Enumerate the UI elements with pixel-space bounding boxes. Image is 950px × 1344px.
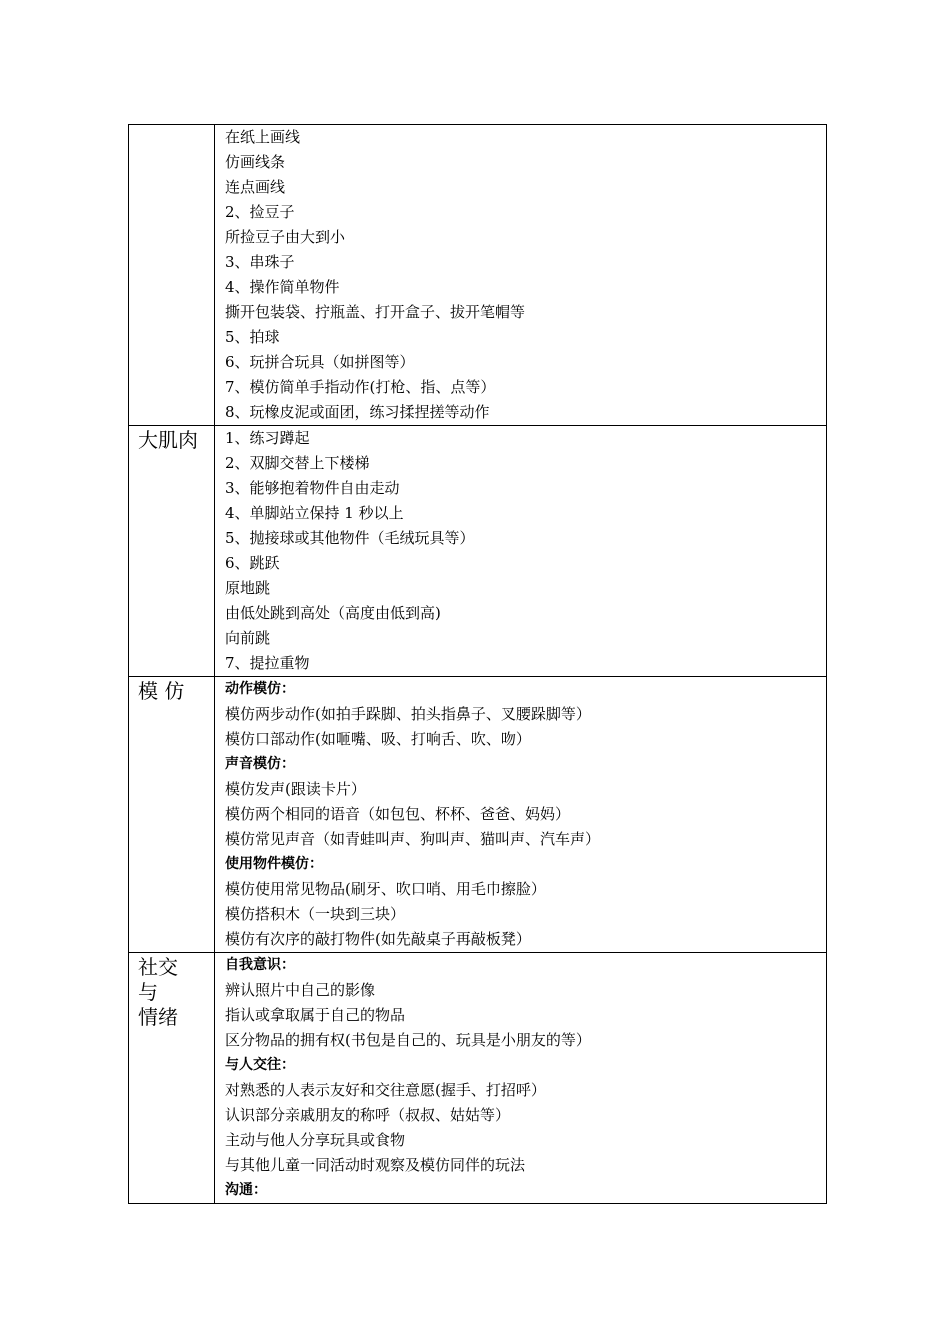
list-item: 6、跳跃 bbox=[225, 554, 280, 572]
subsection-heading: 与人交往： bbox=[225, 1057, 295, 1073]
subsection-heading: 沟通： bbox=[225, 1182, 267, 1198]
list-item: 由低处跳到高处（高度由低到高) bbox=[225, 604, 441, 622]
items-cell bbox=[215, 125, 827, 426]
items-cell bbox=[215, 953, 827, 1204]
item-list bbox=[215, 953, 826, 1203]
list-item: 模仿有次序的敲打物件(如先敲桌子再敲板凳） bbox=[225, 930, 531, 948]
subsection-heading: 使用物件模仿： bbox=[225, 856, 323, 872]
list-item: 模仿常见声音（如青蛙叫声、狗叫声、猫叫声、汽车声） bbox=[225, 830, 601, 848]
list-item: 6、玩拼合玩具（如拼图等） bbox=[225, 353, 415, 371]
list-item: 向前跳 bbox=[225, 629, 271, 647]
list-item: 指认或拿取属于自己的物品 bbox=[225, 1006, 406, 1024]
items-cell bbox=[215, 426, 827, 677]
table-body bbox=[129, 125, 827, 1204]
list-item: 5、拍球 bbox=[225, 328, 280, 346]
activity-table bbox=[128, 124, 827, 1204]
list-item: 4、操作简单物件 bbox=[225, 278, 340, 296]
section-row bbox=[129, 953, 827, 1204]
list-item: 5、抛接球或其他物件（毛绒玩具等） bbox=[225, 529, 475, 547]
list-item: 模仿两个相同的语音（如包包、杯杯、爸爸、妈妈） bbox=[225, 805, 571, 823]
list-item: 模仿口部动作(如咂嘴、吸、打响舌、吹、吻） bbox=[225, 730, 531, 748]
list-item: 3、能够抱着物件自由走动 bbox=[225, 479, 400, 497]
item-list bbox=[215, 677, 826, 952]
category-cell bbox=[129, 426, 215, 677]
category-cell bbox=[129, 677, 215, 953]
list-item: 辨认照片中自己的影像 bbox=[225, 981, 376, 999]
list-item: 7、模仿简单手指动作(打枪、指、点等） bbox=[225, 378, 496, 396]
category-label: 大肌肉 bbox=[138, 428, 198, 452]
list-item: 对熟悉的人表示友好和交往意愿(握手、打招呼） bbox=[225, 1081, 546, 1099]
list-item: 所捡豆子由大到小 bbox=[225, 228, 346, 246]
category-cell bbox=[129, 125, 215, 426]
section-row bbox=[129, 426, 827, 677]
list-item: 认识部分亲戚朋友的称呼（叔叔、姑姑等） bbox=[225, 1106, 511, 1124]
list-item: 模仿使用常见物品(刷牙、吹口哨、用毛巾擦脸） bbox=[225, 880, 546, 898]
list-item: 1、练习蹲起 bbox=[225, 429, 310, 447]
category-cell bbox=[129, 953, 215, 1204]
list-item: 连点画线 bbox=[225, 178, 286, 196]
section-row bbox=[129, 125, 827, 426]
subsection-heading: 自我意识： bbox=[225, 957, 295, 973]
items-cell bbox=[215, 677, 827, 953]
list-item: 在纸上画线 bbox=[225, 128, 301, 146]
list-item: 仿画线条 bbox=[225, 153, 286, 171]
list-item: 2、双脚交替上下楼梯 bbox=[225, 454, 370, 472]
list-item: 8、玩橡皮泥或面团，练习揉捏搓等动作 bbox=[225, 403, 490, 421]
list-item: 7、提拉重物 bbox=[225, 654, 310, 672]
list-item: 撕开包装袋、拧瓶盖、打开盒子、拔开笔帽等 bbox=[225, 303, 526, 321]
list-item: 模仿发声(跟读卡片） bbox=[225, 780, 366, 798]
list-item: 3、串珠子 bbox=[225, 253, 295, 271]
category-label: 模 仿 bbox=[138, 679, 185, 703]
item-list bbox=[215, 426, 826, 676]
section-row bbox=[129, 677, 827, 953]
subsection-heading: 动作模仿： bbox=[225, 681, 295, 697]
subsection-heading: 声音模仿： bbox=[225, 756, 295, 772]
list-item: 与其他儿童一同活动时观察及模仿同伴的玩法 bbox=[225, 1156, 526, 1174]
list-item: 原地跳 bbox=[225, 579, 271, 597]
list-item: 主动与他人分享玩具或食物 bbox=[225, 1131, 406, 1149]
list-item: 4、单脚站立保持 1 秒以上 bbox=[225, 504, 404, 522]
list-item: 区分物品的拥有权(书包是自己的、玩具是小朋友的等） bbox=[225, 1031, 591, 1049]
list-item: 模仿搭积木（一块到三块） bbox=[225, 905, 406, 923]
category-label bbox=[129, 125, 214, 127]
item-list bbox=[215, 125, 826, 425]
list-item: 2、捡豆子 bbox=[225, 203, 295, 221]
category-label: 社交 与 情绪 bbox=[138, 955, 178, 1029]
list-item: 模仿两步动作(如拍手跺脚、拍头指鼻子、叉腰跺脚等） bbox=[225, 705, 591, 723]
